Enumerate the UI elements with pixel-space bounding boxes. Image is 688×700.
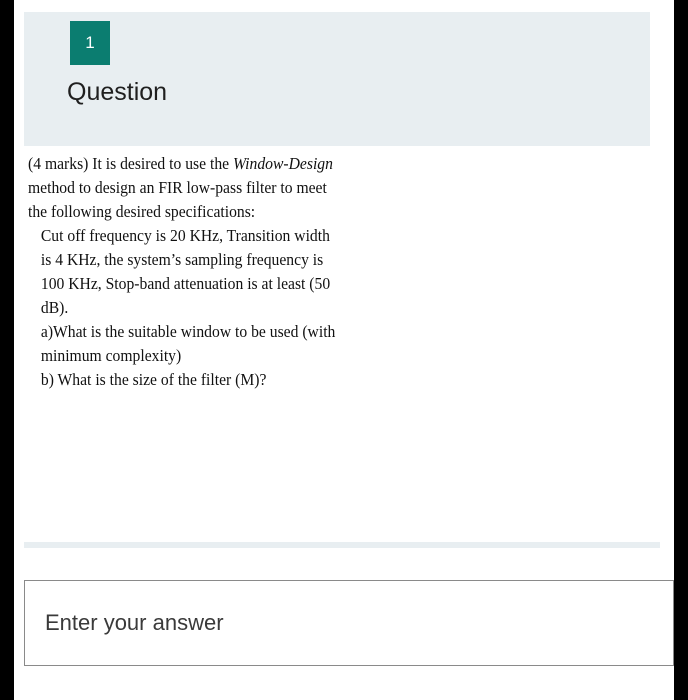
answer-placeholder: Enter your answer	[45, 610, 224, 635]
question-header	[24, 12, 650, 146]
question-body	[24, 146, 660, 548]
question-line: is 4 KHz, the system’s sampling frequency is	[40, 250, 324, 269]
question-line: the following desired specifications:	[28, 202, 256, 221]
question-line-part: (4 marks) It is desired to use the	[28, 154, 234, 173]
question-text-image	[28, 152, 356, 392]
question-line: 100 KHz, Stop-band attenuation is at least (50	[40, 274, 331, 293]
question-line: minimum complexity)	[40, 346, 182, 365]
question-line: dB).	[40, 298, 69, 317]
question-line: method to design an FIR low-pass filter to meet	[28, 178, 327, 197]
question-line: a)What is the suitable window to be used (with	[40, 322, 336, 341]
form-page	[14, 0, 674, 700]
question-line-italic: Window-Design	[233, 154, 333, 173]
question-number-badge: 1	[70, 21, 110, 65]
answer-input[interactable]	[24, 580, 674, 666]
question-line: b) What is the size of the filter (M)?	[40, 370, 267, 389]
question-label: Question	[67, 78, 168, 106]
question-line	[28, 152, 356, 176]
question-line: Cut off frequency is 20 KHz, Transition width	[40, 226, 330, 245]
